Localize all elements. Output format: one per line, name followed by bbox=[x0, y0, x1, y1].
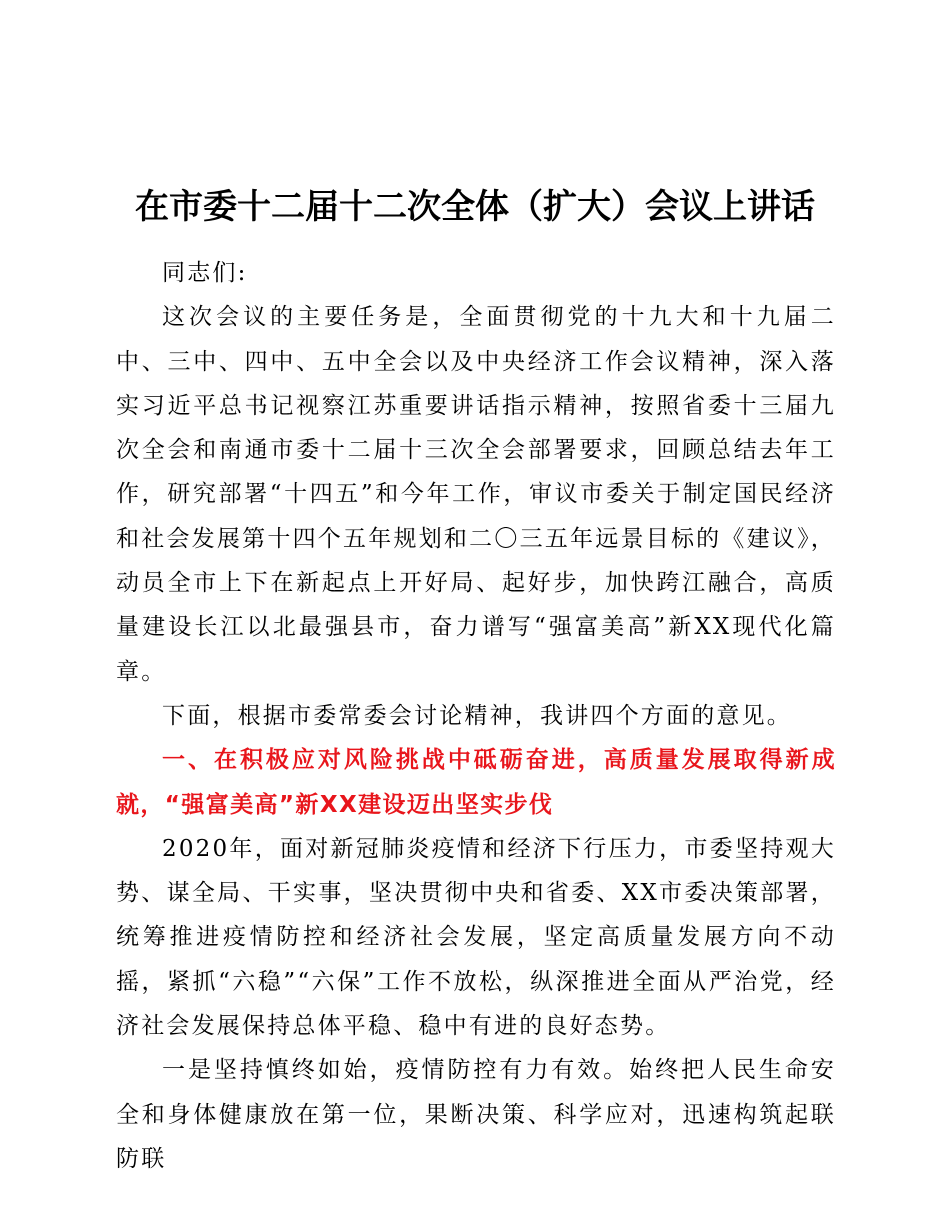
paragraph-epidemic-control: 一是坚持慎终如始，疫情防控有力有效。始终把人民生命安全和身体健康放在第一位，果断决策、科学应对，迅速构筑起联防联 bbox=[116, 1057, 836, 1172]
paragraph-outline: 下面，根据市委常委会讨论精神，我讲四个方面的意见。 bbox=[162, 702, 792, 729]
salutation: 同志们: bbox=[162, 260, 248, 286]
document-title: 在市委十二届十二次全体（扩大）会议上讲话 bbox=[135, 187, 815, 227]
section-heading-1: 一、在积极应对风险挑战中砥砺奋进，高质量发展取得新成就，“强富美高”新XX建设迈出坚实步伐 bbox=[116, 747, 836, 818]
document-body bbox=[116, 251, 836, 1181]
paragraph-2020-review: 2020年，面对新冠肺炎疫情和经济下行压力，市委坚持观大势、谋全局、干实事，坚决贯彻中央和省委、XX市委决策部署，统筹推进疫情防控和经济社会发展，坚定高质量发展方向不动摇，紧抓“六稳”“六保”工作不放松，纵深推进全面从严治党，经济社会发展保持总体平稳、稳中有进的良好态势。 bbox=[116, 835, 836, 1040]
paragraph-task: 这次会议的主要任务是，全面贯彻党的十九大和十九届二中、三中、四中、五中全会以及中央经济工作会议精神，深入落实习近平总书记视察江苏重要讲话指示精神，按照省委十三届九次全会和南通市委十二届十三次全会部署要求，回顾总结去年工作，研究部署“十四五”和今年工作，审议市委关于制定国民经济和社会发展第十四个五年规划和二〇三五年远景目标的《建议》，动员全市上下在新起点上开好局、起好步，加快跨江融合，高质量建设长江以北最强县市，奋力谱写“强富美高”新XX现代化篇章。 bbox=[116, 304, 836, 685]
